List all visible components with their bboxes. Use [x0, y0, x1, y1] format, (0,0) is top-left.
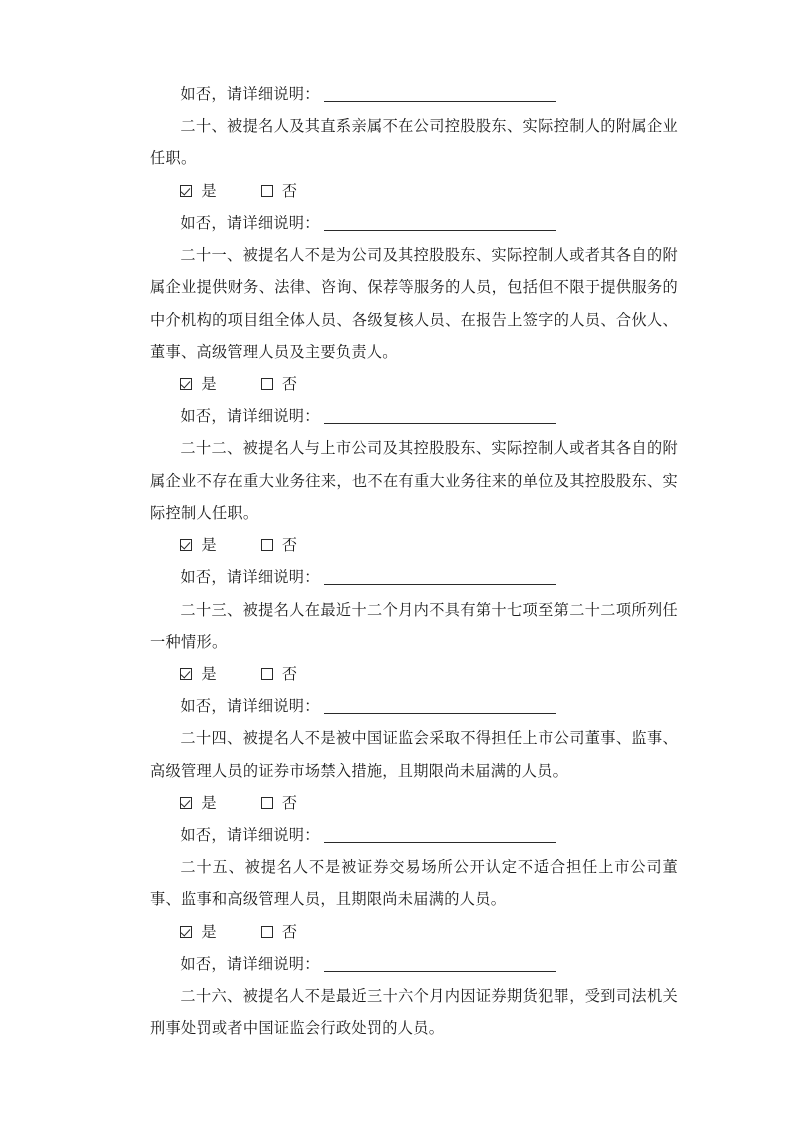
yes-no-choice-row	[150, 658, 678, 690]
checkbox-no[interactable]	[261, 539, 273, 551]
checkbox-no[interactable]	[261, 797, 273, 809]
clause-paragraph: 二十四、被提名人不是被中国证监会采取不得担任上市公司董事、监事、高级管理人员的证券市场禁入措施，且期限尚未届满的人员。	[150, 729, 678, 780]
checkbox-no-label: 否	[281, 664, 298, 683]
checkbox-yes[interactable]	[180, 926, 192, 938]
checkbox-no-label: 否	[281, 374, 298, 393]
checkbox-no[interactable]	[261, 668, 273, 680]
checkbox-yes-label: 是	[201, 374, 217, 393]
checkbox-no[interactable]	[261, 378, 273, 390]
yes-no-choice-row	[150, 787, 678, 819]
checkbox-yes[interactable]	[180, 797, 192, 809]
explanation-input-line[interactable]	[324, 842, 556, 843]
explanation-input-line[interactable]	[324, 423, 556, 424]
explanation-prompt-label: 如否，请详细说明：	[180, 954, 320, 973]
explanation-prompt-label: 如否，请详细说明：	[180, 407, 320, 426]
clause-paragraph: 二十三、被提名人在最近十二个月内不具有第十七项至第二十二项所列任一种情形。	[150, 600, 678, 651]
explanation-input-line[interactable]	[324, 713, 556, 714]
explanation-prompt-label: 如否，请详细说明：	[180, 826, 320, 845]
explanation-input-line[interactable]	[324, 584, 556, 585]
clause-paragraph: 二十五、被提名人不是被证券交易场所公开认定不适合担任上市公司董事、监事和高级管理人员，且期限尚未届满的人员。	[150, 858, 678, 909]
checkbox-yes[interactable]	[180, 378, 192, 390]
explanation-prompt-row	[150, 207, 678, 239]
checkbox-yes[interactable]	[180, 668, 192, 680]
checkbox-yes-label: 是	[201, 536, 217, 555]
explanation-prompt-row	[150, 948, 678, 980]
checkbox-yes-label: 是	[201, 181, 217, 200]
checkbox-no-label: 否	[281, 793, 298, 812]
checkbox-no[interactable]	[261, 185, 273, 197]
explanation-prompt-row	[150, 78, 678, 110]
checkbox-yes-label: 是	[201, 664, 217, 683]
yes-no-choice-row	[150, 529, 678, 561]
checkbox-no-label: 否	[281, 922, 298, 941]
explanation-prompt-label: 如否，请详细说明：	[180, 85, 320, 103]
checkbox-yes-label: 是	[201, 922, 217, 941]
checkbox-yes[interactable]	[180, 185, 192, 197]
yes-no-choice-row	[150, 175, 678, 207]
explanation-input-line[interactable]	[324, 101, 556, 102]
clause-paragraph: 二十二、被提名人与上市公司及其控股股东、实际控制人或者其各自的附属企业不存在重大业务往来，也不在有重大业务往来的单位及其控股股东、实际控制人任职。	[150, 439, 678, 522]
clause-paragraph: 二十一、被提名人不是为公司及其控股股东、实际控制人或者其各自的附属企业提供财务、法律、咨询、保荐等服务的人员，包括但不限于提供服务的中介机构的项目组全体人员、各级复核人员、在报告上签字的人员、合伙人、董事、高级管理人员及主要负责人。	[150, 246, 678, 361]
yes-no-choice-row	[150, 916, 678, 948]
explanation-input-line[interactable]	[324, 971, 556, 972]
clause-paragraph: 二十六、被提名人不是最近三十六个月内因证券期货犯罪，受到司法机关刑事处罚或者中国证监会行政处罚的人员。	[150, 987, 678, 1038]
checkbox-no[interactable]	[261, 926, 273, 938]
clause-paragraph: 二十、被提名人及其直系亲属不在公司控股股东、实际控制人的附属企业任职。	[150, 117, 678, 168]
explanation-input-line[interactable]	[324, 230, 556, 231]
checkbox-yes-label: 是	[201, 793, 217, 812]
explanation-prompt-row	[150, 561, 678, 593]
checkbox-yes[interactable]	[180, 539, 192, 551]
document-body	[150, 78, 678, 1045]
checkbox-no-label: 否	[281, 181, 298, 200]
explanation-prompt-row	[150, 400, 678, 432]
explanation-prompt-label: 如否，请详细说明：	[180, 568, 320, 587]
explanation-prompt-label: 如否，请详细说明：	[180, 213, 320, 232]
explanation-prompt-label: 如否，请详细说明：	[180, 697, 320, 716]
explanation-prompt-row	[150, 819, 678, 851]
yes-no-choice-row	[150, 368, 678, 400]
checkbox-no-label: 否	[281, 536, 298, 555]
page-content-area	[150, 78, 678, 1045]
explanation-prompt-row	[150, 690, 678, 722]
